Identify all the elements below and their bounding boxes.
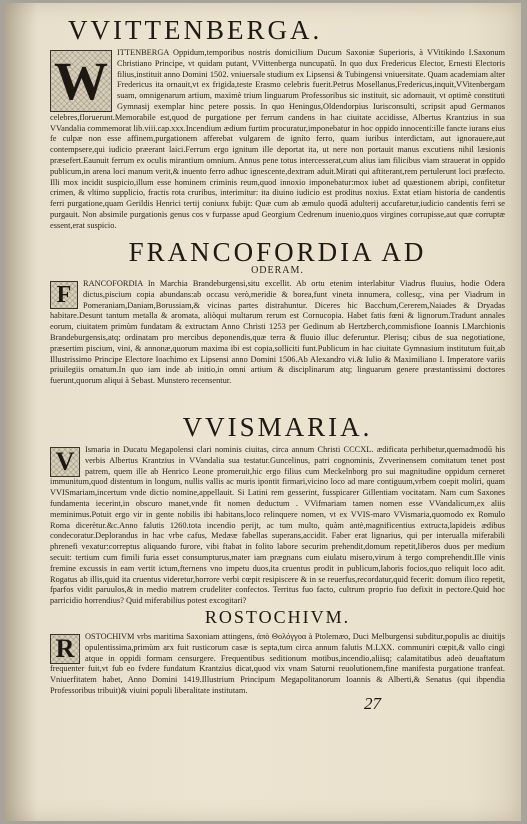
book-page	[4, 3, 521, 821]
decorated-initial-v: V	[50, 447, 80, 477]
decorated-initial-r: R	[50, 634, 80, 664]
section-body	[50, 445, 505, 607]
section-vvismaria	[50, 412, 505, 607]
decorated-initial-f: F	[50, 281, 78, 309]
section-francofordia	[50, 237, 505, 387]
section-text: Ismaria in Ducatu Megapolensi clari nominis ciuitas, circa annum Christi CCCXL. ædificata perhibetur,quemadmodū his verbis Albertus Krantzius in VVandalia sua testatur.Guncelinus, patri cognominis, Zvverinensem comitatum tenet post patrem, quem ille ab Henrico Leone promeruit,hic ergo filius cum Meckelnborg pro sui magnitudine oppidum cerneret immunitum,quod distentum in longum, nullis vallis ac muris ipontit firmari,vicino loco ad mare contiguum,vrbem coepit moliri, quam VVISmariam,incertum vnde dictio nomine,appellauit. Si Latini rem gesserint, fusspicarer Gillentiam vocitatam. Nam cum Saxones fundamenta iecerint,in obscuro manet,vnde fit nomen deductum . VVifmariam tamen nomen esse VVandalicum,ex aliis meminimus.Potuit ergo vir in gente nobilis ibi habitans,loco relinquere nomen, vt ex VVIS-maro VVismaria,quomodo ex Romulo Roma dicerètur.&c.Anno falutis 1260.tota incendio perijt, ac tum multo, quàm antè,magnificentius extructa,lapideis ædibus condecoratur.Deplorandus in hac vrbe cafus, Medææ fabellas superans,accidit. Faber erat lignarius, qui per interualla miferabili phrenefi vexatur:correptus aliquando furore, vibi ftabat in folito labore securim prehendit,domum repetit,liberos duos per medium secuit: tertium cum fimili furia esset consumpturus,mater iam prægnans cum eiulatu misero,virum à tergo comprehendit.Ille vinis fremine excussis in eam vertit ictum,fternens vno impetu duos,ita cruentus prodit in publicum,laboris focios,quo reliquit loco adit. Rogatus ab illis,quid ita cruentus videretur,horrore verbi cœpit resipiscere & in se reuerfus,recordatur,quid fecerit: domum ilico repetit, fparfos vidit paruulos,& in medio matrem crudeliter confectos. Territus fuo facto, cultrum proprio fuo defixit in pectore.Quid hoc parricidio horrendius? Quid miferabilius potest excogitari?	[50, 445, 505, 606]
section-body	[50, 279, 505, 387]
section-body	[50, 632, 505, 697]
section-text: RANCOFORDIA In Marchia Brandeburgensi,situ excellit. Ab ortu etenim interlabitur Viadrus fluuius, hodie Odera dictus,piscium copia abundans:ab occasu verò,meridie & borea,funt vineta innumera, collesq;, vina per Viadrum in Pomeraniam,Daniam,Borussiam,& vicinas partes distrahuntur. Diceres hic Bacchum,Cererem,Naiades & Dryadas habitare.Desunt tantum metalla & aromata, aliòqui multarum rerum est Cornucopia. Habet fatis fœni & lignorum.Tradunt annales eorum, ciuitatem primùm fundatam & extructam Anno Christi 1253 per Gedinum ab Hertzberch,commisfione Ioannis I.Marchionis Brandeburgensis,atq; ordinatam pro mercibus deponendis,quæ terra & fluuio illuc deferuntur. Plerisq; cibus de sua negotiatione, præsertim piscium, vini, & annonæ,quorum maxima ibi est copia,solliciti funt.Publicum in hac ciuitate Gymnasium institutum fuit,ab Illustrissimo Principe Electore Ioachimo ex Lipsensi anno Domini 1506.Ab Alexandro vi.& Iulio & Maximiliano I. Imperatore variis priuilegiis ornatum.In quo iam inde ab initio,in omni artium & disciplinarum atq; linguarum genere præstantissimi doctores fuerunt,quorum aliqui à Sebast. Munstero recensentur.	[50, 279, 505, 386]
section-wittenberga	[50, 15, 505, 232]
section-title: ROSTOCHIVM.	[204, 607, 351, 627]
section-title: VVISMARIA.	[182, 412, 373, 442]
section-text: OSTOCHIVM vrbs maritima Saxoniam attingens, ἀπὸ Θολόγγοα à Ptolemæo, Duci Melburgensi subditur,populis ac diuitijs opulentissima,primùm arx fuit rusticorum casæ is septa,tum circa annum falutis M.LXX. communiri cœpit,& vallo cingi atque in oppidi formam censurgere. Frequentibus seditionum motibus,incendio,aliisq; calamitatibus adeò deuaftatum frequenter fuit,vt fub eo fvdere fundatum Krantzius dicat,quod vix vnam Saturni reuolutionem,fine manifesta purgatione tranfeat. Vniuerfitatem habet, Anno Domini 1419.Illustrium Principum Megapolitanorum Ioannis & Alberti,& Senatus (qui ibpendia Professoribus tribuit)& viuini populi liberalitate institutam.	[50, 632, 505, 695]
section-title: FRANCOFORDIA AD	[128, 237, 427, 267]
section-text: ITTENBERGA Oppidum,temporibus nostris domicilium Ducum Saxoniæ Superioris, à VVitikindo I.Saxonum Christiano Principe, vt quidam putant, VVittenberga nuncupatū. In quo dux Fredericus Elector, Ernesti Electoris filius,instituit anno Domini 1502. vniuersale studium ex Lipsensi & Tubingensi vniuersitate. Quam academiam alter Fredericus ita ornauit,vt ex frigida,teste Erasmo celebris fuerit.Petrus Mosellanus,Fredericus,inquit,VVitenbergam suam, omnigenarum artium, maximè trium linguarum Professoribus sic instituit, sic adornauit, vt optimè constituti Gymnasij exemplar hinc petere possis. In quo Heningus,Oldendorpius Iurisconsulti, scripsit apud Germanos celebres,floruerunt.Memorabile est,quod de purgatione per ferrum candens in hac ciuitate accidisse, Albertus Krantzius in sua VVandalia commemorat lib.viii.cap.xxx.Incendium ædium furtim procuratur,imponebatur in hoc oppido innocenti:ille fancte iurans eius fe culpæ non esse affinem,purgationem afferebat vulgarem de igníto ferro, quam iuribus interdictam, aut ignorauere,aut contempsere,qui iudicio præerant laici.Ferrum ergo ignitum ille deportat ita, ut nere non portauit manus excutiens nihil læsionis præsefert.Eaunuit ferrum ex oculis mirantium omnium. Annus pene totus intercesserat,cum alius iam filicibus viam strauerat in oppido publicum,in arena loci manum verit,& inuento ferro adhuc ignescente,dextram aduit.Mirati qui aftiterant,rem pertulerunt loci præfecto. Illi mox incidit suspicio,illum esse hominem criminis reum,quod innoxio imponebatur:mox iubet ad quæstionem abripi, confitetur crimen, & vltimo supplicio, fractis rota cruribus, interimitur: ita diuino iudicio est proditus noxius. Extat etiam historia de candentis ferri purgatione,quam Gerildis Henrici tertij coniunx fubijt: Quæ cum ab æmulo quodā adulterij accufaretur,iudicio candentis ferri se purgauit. Non absimile purgationis genus cos v furpasse apud Georgium Cedrenum inuenio,quos virgines corrupisse,aut quæ corruptæ essent,erat suspicio.	[50, 48, 505, 230]
section-rostochium	[50, 606, 505, 697]
page-gutter-shadow	[4, 3, 38, 821]
section-body	[50, 48, 505, 232]
section-title: VVITTENBERGA.	[68, 15, 323, 45]
page-number: 27	[364, 694, 381, 713]
decorated-initial-w: W	[50, 50, 112, 112]
section-subtitle: ODERAM.	[251, 265, 304, 276]
